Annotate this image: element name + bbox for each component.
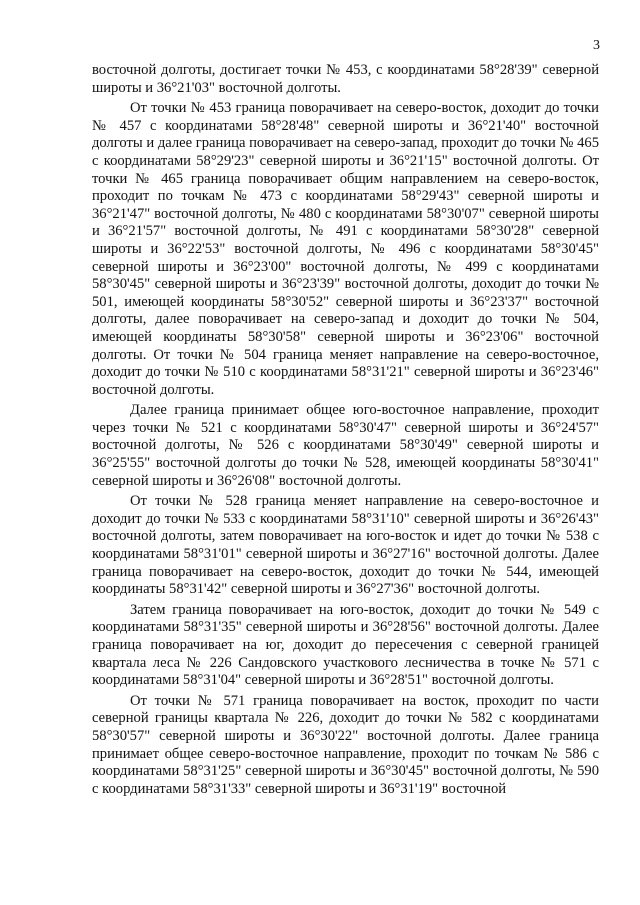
- paragraph: От точки № 571 граница поворачивает на восток, проходит по части северной границы квартала № 226, доходит до точки № 582 с координатами 58°30'57" северной широты и 36°30'22" восточной долготы. Далее граница принимает общее северо-восточное направление, проходит по точкам № 586 с координатами 58°31'25" северной широты и 36°30'45" восточной долготы, № 590 с координатами 58°31'33" северной широты и 36°31'19" восточной: [92, 692, 599, 797]
- paragraph: восточной долготы, достигает точки № 453, с координатами 58°28'39" северной широты и 36°21'03" восточной долготы.: [92, 62, 599, 96]
- document-body: [92, 62, 599, 801]
- paragraph: От точки № 453 граница поворачивает на северо-восток, доходит до точки № 457 с координатами 58°28'48" северной широты и 36°21'40" восточной долготы и далее граница поворачивает на северо-запад, проходит до точки № 465 с координатами 58°29'23" северной широты и 36°21'15" восточной долготы. От точки № 465 граница поворачивает общим направлением на северо-восток, проходит по точкам № 473 с координатами 58°29'43" северной широты и 36°21'47" восточной долготы, № 480 с координатами 58°30'07" северной широты и 36°21'57" восточной долготы, № 491 с координатами 58°30'28" северной широты и 36°22'53" восточной долготы, № 496 с координатами 58°30'45" северной широты и 36°23'00" восточной долготы, № 499 с координатами 58°30'45" северной широты и 36°23'39" восточной долготы, доходит до точки № 501, имеющей координаты 58°30'52" северной широты и 36°23'37" восточной долготы, далее поворачивает на северо-запад и доходит до точки № 504, имеющей координаты 58°30'58" северной широты и 36°23'06" восточной долготы. От точки № 504 граница меняет направление на северо-восточное, доходит до точки № 510 с координатами 58°31'21" северной широты и 36°23'46" восточной долготы.: [92, 100, 599, 398]
- paragraph: Затем граница поворачивает на юго-восток, доходит до точки № 549 с координатами 58°31'35" северной широты и 36°28'56" восточной долготы. Далее граница поворачивает на юг, доходит до пересечения с северной границей квартала леса № 226 Сандовского участкового лесничества в точке № 571 с координатами 58°31'04" северной широты и 36°28'51" восточной долготы.: [92, 601, 599, 689]
- paragraph: Далее граница принимает общее юго-восточное направление, проходит через точки № 521 с координатами 58°30'47" северной широты и 36°24'57" восточной долготы, № 526 с координатами 58°30'49" северной широты и 36°25'55" восточной долготы до точки № 528, имеющей координаты 58°30'41" северной широты и 36°26'08" восточной долготы.: [92, 402, 599, 489]
- page-number: 3: [593, 38, 600, 53]
- paragraph: От точки № 528 граница меняет направление на северо-восточное и доходит до точки № 533 с координатами 58°31'10" северной широты и 36°26'43" восточной долготы, затем поворачивает на юго-восток и идет до точки № 538 с координатами 58°31'01" северной широты и 36°27'16" восточной долготы. Далее граница поворачивает на северо-восток, доходит до точки № 544, имеющей координаты 58°31'42" северной широты и 36°27'36" восточной долготы.: [92, 493, 599, 598]
